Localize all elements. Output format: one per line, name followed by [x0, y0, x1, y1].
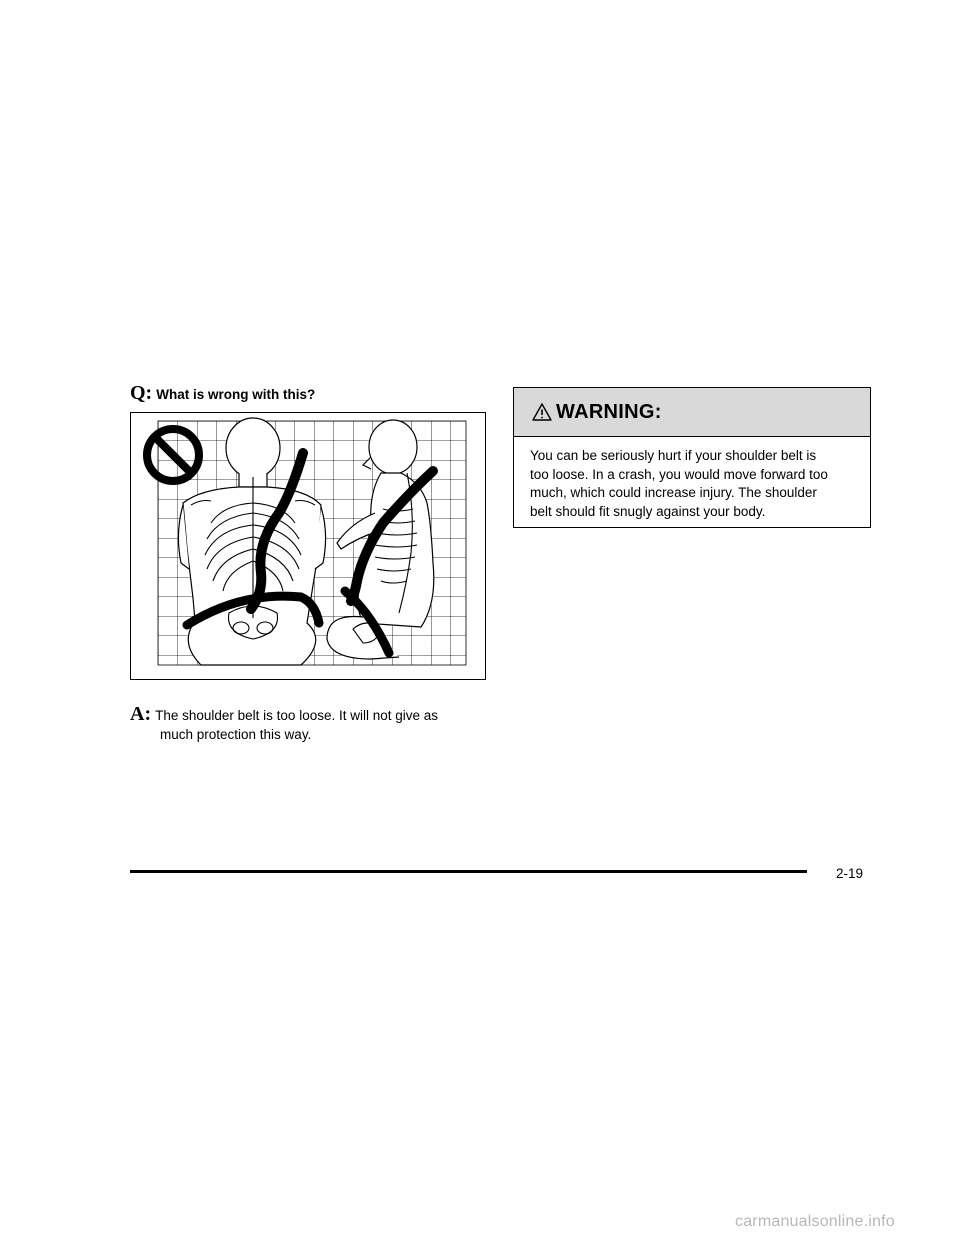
answer-label: A:	[130, 703, 152, 725]
seat-belt-diagram	[131, 413, 484, 678]
answer	[130, 703, 490, 744]
warning-text	[514, 437, 870, 521]
warning-line: too loose. In a crash, you would move forward too	[530, 466, 828, 482]
answer-line-2: much protection this way.	[160, 727, 312, 742]
warning-line: belt should fit snugly against your body.	[530, 503, 766, 519]
question-label: Q:	[130, 382, 153, 404]
watermark: carmanualsonline.info	[735, 1213, 895, 1230]
seat-belt-illustration	[130, 412, 486, 680]
warning-box	[513, 387, 871, 528]
answer-line-1: The shoulder belt is too loose. It will not give as	[155, 708, 439, 723]
warning-title: WARNING:	[556, 400, 662, 423]
page-number: 2-19	[836, 866, 864, 881]
warning-triangle-icon	[532, 402, 552, 422]
question	[130, 382, 315, 405]
warning-header	[514, 388, 870, 437]
question-text: What is wrong with this?	[156, 387, 316, 402]
warning-line: You can be seriously hurt if your shoulder belt is	[530, 448, 817, 463]
warning-line: much, which could increase injury. The shoulder	[530, 485, 817, 500]
footer-rule	[130, 870, 807, 873]
